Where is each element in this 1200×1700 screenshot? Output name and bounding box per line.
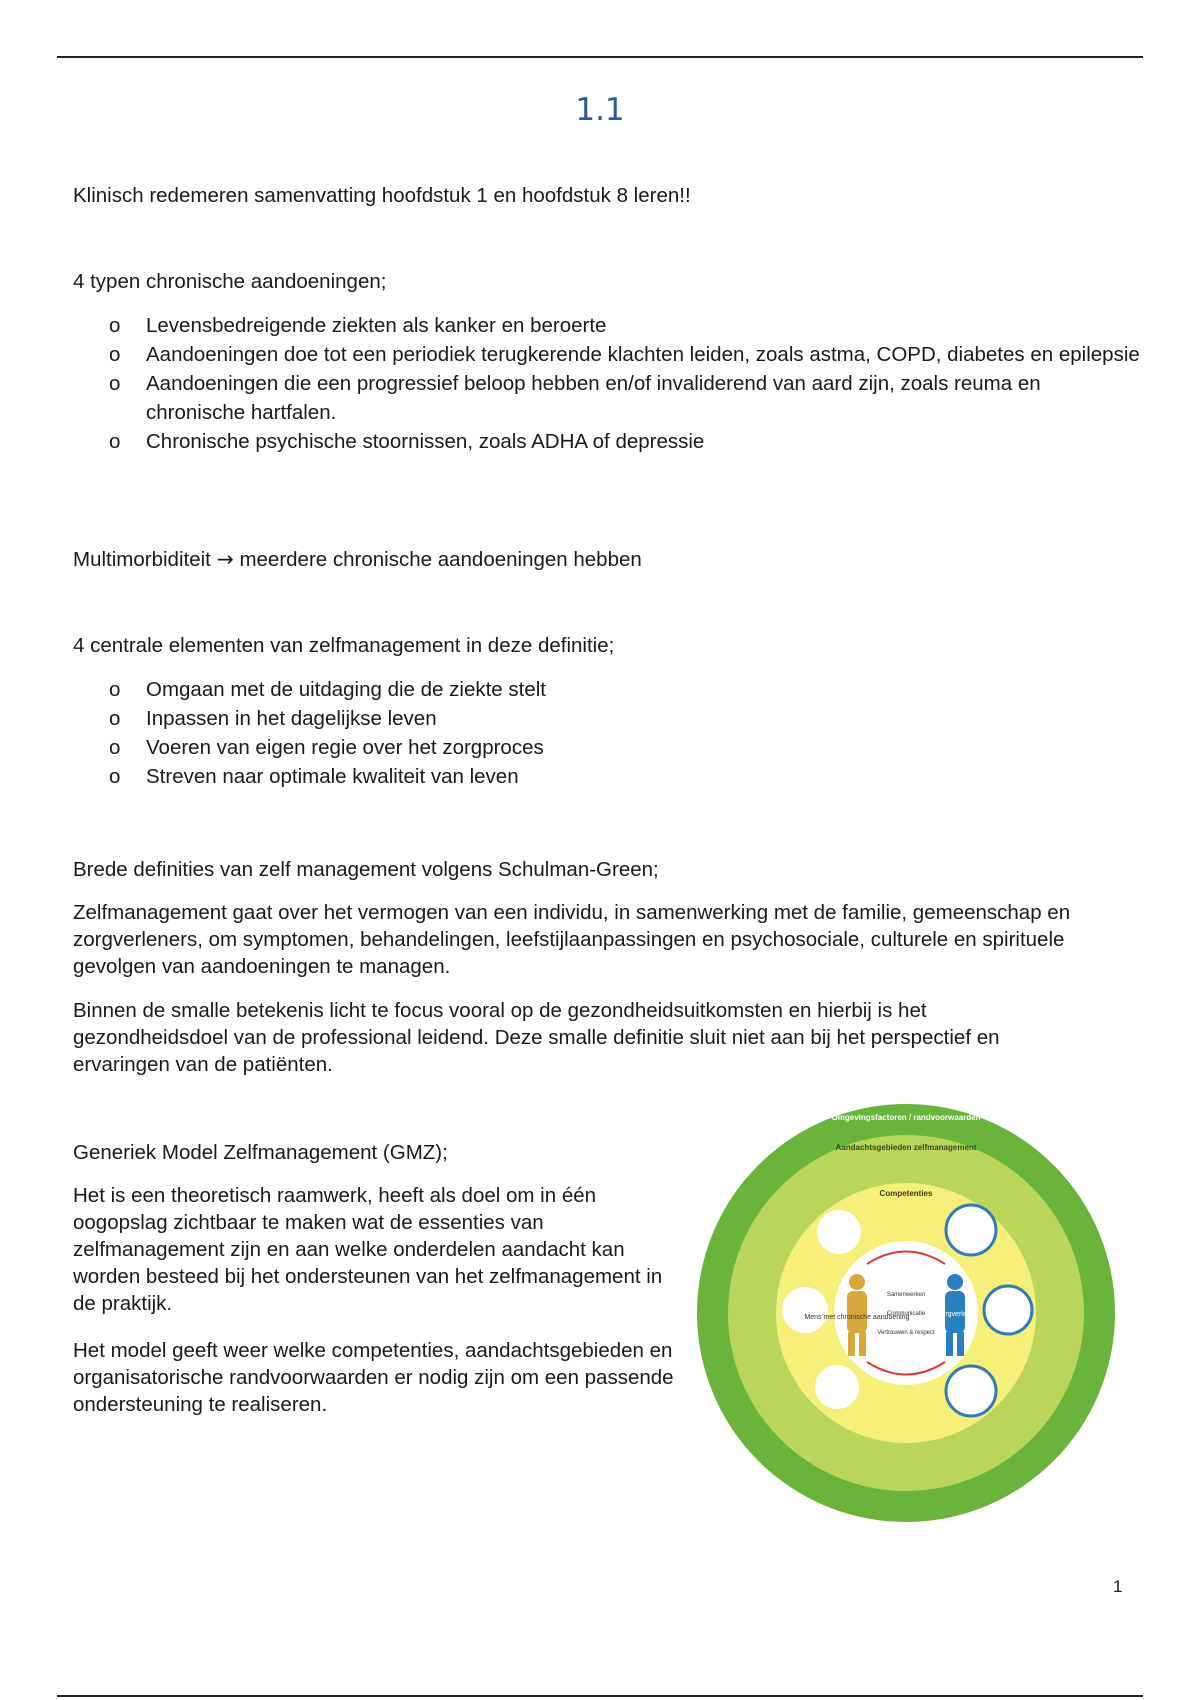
competency-bubble [984, 1286, 1032, 1334]
list-item: o Levensbedreigende ziekten als kanker en beroerte [73, 311, 1120, 340]
bullet: o [109, 314, 121, 337]
gmz-title: Generiek Model Zelfmanagement (GMZ); [73, 1141, 448, 1164]
gmz-diagram [697, 1104, 1115, 1522]
page-number: 1 [1113, 1577, 1123, 1596]
header-rule [57, 56, 1143, 58]
list-item: o Voeren van eigen regie over het zorgproces [109, 736, 544, 759]
carer-label: Zorgverlener [937, 1311, 977, 1318]
schulman-title: Brede definities van zelf management volgens Schulman-Green; [73, 858, 659, 881]
competency-bubble [815, 1365, 859, 1409]
list-item: o Omgaan met de uitdaging die de ziekte stelt [109, 678, 546, 701]
intro-text: Klinisch redemeren samenvatting hoofdstuk 1 en hoofdstuk 8 leren!! [73, 184, 691, 207]
chronic-title: 4 typen chronische aandoeningen; [73, 270, 387, 293]
footer-rule [57, 1695, 1143, 1697]
list-item: o Inpassen in het dagelijkse leven [109, 707, 437, 730]
competency-bubble [817, 1210, 861, 1254]
inner-ring-label: Competenties [879, 1189, 933, 1198]
competency-bubble [782, 1287, 828, 1333]
schulman-paragraph-2: Binnen de smalle betekenis licht te focus vooral op de gezondheidsuitkomsten en hierbij is het gezondheidsdoel van de professional leidend. Deze smalle definitie sluit niet aan bij het perspectief en ervaringen van de patiënten. [73, 999, 1000, 1076]
elements-title: 4 centrale elementen van zelfmanagement in deze definitie; [73, 634, 615, 657]
chronic-list [73, 311, 1143, 456]
competency-bubble [946, 1366, 996, 1416]
schulman-paragraph-1: Zelfmanagement gaat over het vermogen van een individu, in samenwerking met de familie, gemeenschap en zorgverleners, om symptomen, behandelingen, leefstijlaanpassingen en psychosociale, culturele en spirituele gevolgen van aandoeningen te managen. [73, 901, 1071, 978]
bullet: o [109, 343, 121, 366]
gmz-paragraph-2: Het model geeft weer welke competenties, aandachtsgebieden en organisatorische randvoorwaarden er nodig zijn om een passende ondersteuning te realiseren. [73, 1339, 674, 1416]
patient-label: Mens met chronische aandoening [804, 1314, 910, 1321]
bullet: o [109, 372, 121, 395]
page-heading: 1.1 [575, 92, 625, 128]
multimorbidity-line: Multimorbiditeit → meerdere chronische aandoeningen hebben [73, 547, 642, 571]
center-word: Vertrouwen & respect [877, 1330, 935, 1336]
list-item: o Aandoeningen doe tot een periodiek terugkerende klachten leiden, zoals astma, COPD, diabetes en epilepsie [73, 340, 1143, 369]
bullet: o [109, 430, 121, 453]
list-item: o Aandoeningen die een progressief beloop hebben en/of invaliderend van aard zijn, zoals reuma en chronische hartfalen. [73, 369, 1143, 427]
outer-ring-label: Omgevingsfactoren / randvoorwaarden [831, 1113, 981, 1122]
center-word: Communicatie [886, 1311, 926, 1317]
gmz-paragraph-1: Het is een theoretisch raamwerk, heeft als doel om in één oogopslag zichtbaar te maken wat de essenties van zelfmanagement zijn en aan welke onderdelen aandacht kan worden besteed bij het ondersteunen van het zelfmanagement in de praktijk. [73, 1184, 663, 1315]
list-item: o Chronische psychische stoornissen, zoals ADHA of depressie [73, 427, 1120, 456]
list-item: o Streven naar optimale kwaliteit van leven [109, 765, 519, 788]
elements-list [73, 675, 1120, 791]
arrow-right-icon: → [216, 547, 234, 571]
center-word: Samenwerken [886, 1292, 926, 1298]
competency-bubble [946, 1205, 996, 1255]
middle-ring-label: Aandachtsgebieden zelfmanagement [835, 1143, 977, 1152]
